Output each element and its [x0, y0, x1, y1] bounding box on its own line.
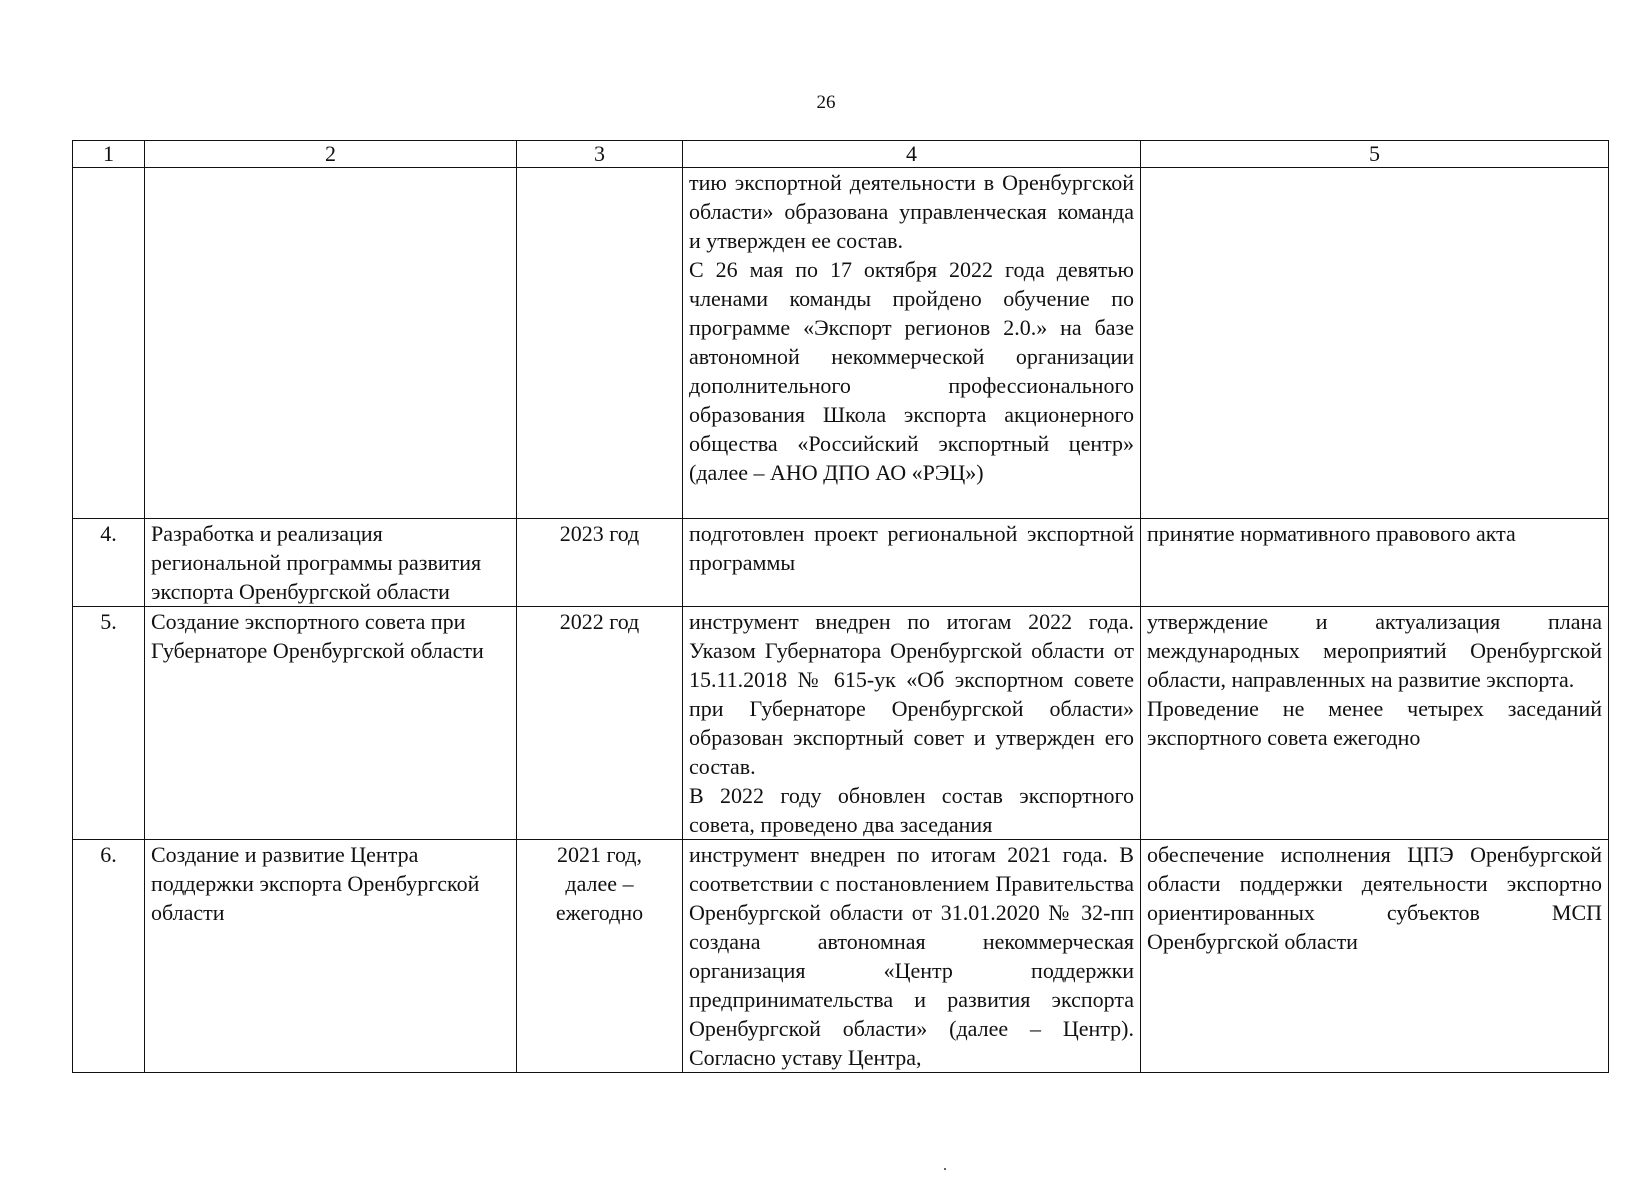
- measure-plan: [1141, 519, 1609, 607]
- table-row: [73, 607, 1609, 840]
- table-row: [73, 840, 1609, 1073]
- row-number: 5.: [73, 607, 145, 840]
- result-paragraph: В 2022 году обновлен состав экспортного совета, проведено два заседания: [689, 783, 1134, 837]
- measure-plan: [1141, 168, 1609, 519]
- measure-result: [683, 607, 1141, 840]
- measure-result: [683, 840, 1141, 1073]
- header-cell-2: 2: [145, 141, 517, 168]
- term-line: 2023 год: [559, 521, 640, 546]
- header-cell-4: 4: [683, 141, 1141, 168]
- measure-term: [517, 840, 683, 1073]
- measure-plan: [1141, 607, 1609, 840]
- measure-title: Создание экспортного совета при Губернаторе Оренбургской области: [145, 607, 517, 840]
- measure-term: [517, 607, 683, 840]
- measure-term: [517, 168, 683, 519]
- term-line: 2021 год,: [556, 842, 643, 867]
- term-line: 2022 год: [559, 609, 640, 634]
- table-row: [73, 519, 1609, 607]
- plan-paragraph: обеспечение исполнения ЦПЭ Оренбургской области поддержки деятельности экспортно ориентированных субъектов МСП Оренбургской области: [1147, 842, 1602, 954]
- result-paragraph: инструмент внедрен по итогам 2022 года. Указом Губернатора Оренбургской области от 15.11.2018 № 615-ук «Об экспортном совете при Губернаторе Оренбургской области» образован экспортный совет и утвержден его состав.: [689, 609, 1134, 779]
- measure-result: [683, 168, 1141, 519]
- term-line: ежегодно: [555, 900, 644, 925]
- measures-table: [72, 140, 1609, 1073]
- row-number: 6.: [73, 840, 145, 1073]
- row-number: [73, 168, 145, 519]
- result-paragraph: подготовлен проект региональной экспортной программы: [689, 521, 1134, 575]
- measure-title: Разработка и реализация региональной программы развития экспорта Оренбургской области: [145, 519, 517, 607]
- plan-paragraph: утверждение и актуализация плана международных мероприятий Оренбургской области, направленных на развитие экспорта.: [1147, 609, 1602, 692]
- plan-paragraph: принятие нормативного правового акта: [1147, 521, 1516, 546]
- result-paragraph: тию экспортной деятельности в Оренбургской области» образована управленческая команда и утвержден ее состав.: [689, 170, 1134, 253]
- header-cell-3: 3: [517, 141, 683, 168]
- page-number: 26: [816, 92, 836, 113]
- scan-speck: [944, 1168, 946, 1170]
- result-paragraph: С 26 мая по 17 октября 2022 года девятью членами команды пройдено обучение по программе «Экспорт регионов 2.0.» на базе автономной некоммерческой организации дополнительного профессионального образования Школа экспорта акционерного общества «Российский экспортный центр» (далее – АНО ДПО АО «РЭЦ»): [689, 257, 1134, 485]
- measure-title: [145, 168, 517, 519]
- header-row: [73, 141, 1609, 168]
- table-row: [73, 168, 1609, 519]
- term-line: далее –: [565, 871, 634, 896]
- measure-term: [517, 519, 683, 607]
- measure-plan: [1141, 840, 1609, 1073]
- measure-title: Создание и развитие Центра поддержки экспорта Оренбургской области: [145, 840, 517, 1073]
- result-paragraph: инструмент внедрен по итогам 2021 года. В соответствии с постановлением Правительства Оренбургской области от 31.01.2020 № 32-пп создана автономная некоммерческая организация «Центр поддержки предпринимательства и развития экспорта Оренбургской области» (далее – Центр). Согласно уставу Центра,: [689, 842, 1134, 1070]
- header-cell-5: 5: [1141, 141, 1609, 168]
- row-number: 4.: [73, 519, 145, 607]
- measure-result: [683, 519, 1141, 607]
- header-cell-1: 1: [73, 141, 145, 168]
- plan-paragraph: Проведение не менее четырех заседаний экспортного совета ежегодно: [1147, 696, 1602, 750]
